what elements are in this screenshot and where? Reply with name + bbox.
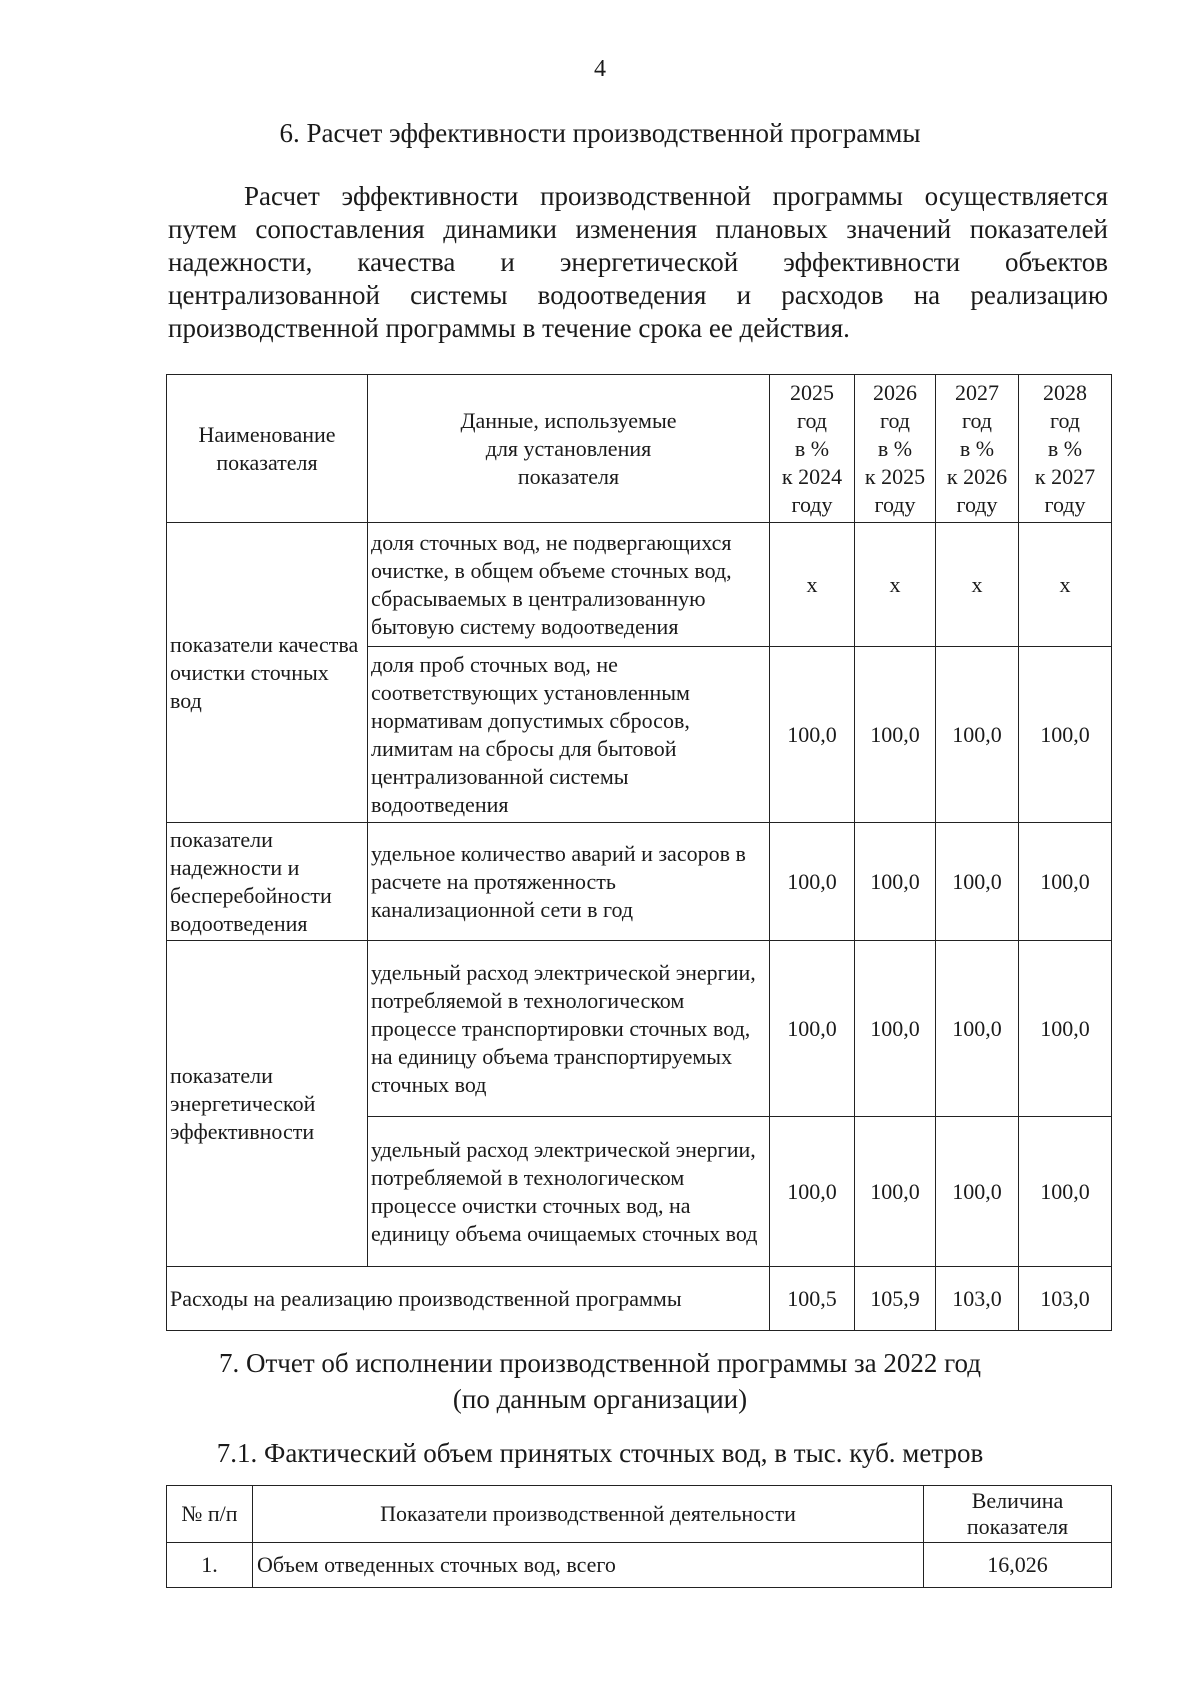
year-god: год [961,407,993,433]
header-year-cell [770,375,855,523]
year-base: к 2024 [781,463,843,489]
year-godu: году [874,491,916,517]
value-cell: 103,0 [1019,1267,1112,1331]
paragraph-line: путем сопоставления динамики изменения плановых значений показателей [168,214,1108,244]
header-year-cell [936,375,1019,523]
group-name-cell: показатели надежности и бесперебойности водоотведения [167,823,368,941]
data-cell: доля проб сточных вод, не соответствующих установленным нормативам допустимых сбросов, лимитам на сбросы для бытовой централизованной системы водоотведения [368,647,770,823]
table-row [167,523,1112,647]
value-cell: 105,9 [855,1267,936,1331]
expenses-label-cell: Расходы на реализацию производственной программы [167,1267,770,1331]
paragraph-line: производственной программы в течение срока ее действия. [168,313,850,343]
section-7-heading-line: 7. Отчет об исполнении производственной программы за 2022 год [218,1348,982,1378]
value-cell: 100,0 [770,823,855,941]
year-god: год [879,407,911,433]
row-value-cell: 16,026 [924,1543,1112,1588]
section-6-heading: 6. Расчет эффективности производственной программы [279,118,921,148]
year-pct: в % [794,435,830,461]
value-cell: х [936,523,1019,647]
value-cell: х [770,523,855,647]
section-6-paragraph [168,180,1108,345]
table-row [167,1543,1112,1588]
row-num-cell: 1. [167,1543,253,1588]
value-cell: 100,0 [770,647,855,823]
year-base: к 2025 [864,463,926,489]
group-name-cell: показатели энергетической эффективности [167,941,368,1267]
table-header-row [167,375,1112,523]
value-cell: 100,0 [770,1117,855,1267]
value-cell: 100,0 [855,1117,936,1267]
value-cell: 100,0 [936,647,1019,823]
value-cell: 100,5 [770,1267,855,1331]
year-godu: году [956,491,998,517]
group-name-cell: показатели качества очистки сточных вод [167,523,368,823]
year-pct: в % [1047,435,1083,461]
value-cell: 103,0 [936,1267,1019,1331]
year-label: 2028 [1043,379,1087,405]
year-godu: году [1044,491,1086,517]
year-pct: в % [877,435,913,461]
value-cell: х [855,523,936,647]
data-cell: доля сточных вод, не подвергающихся очистке, в общем объеме сточных вод, сбрасываемых в централизованную бытовую систему водоотведения [368,523,770,647]
header-name-cell: Наименование показателя [167,375,368,523]
value-cell: 100,0 [936,941,1019,1117]
paragraph-line: Расчет эффективности производственной программы осуществляется [244,181,1108,211]
header-data-cell: Данные, используемые для установления показателя [368,375,770,523]
value-cell: 100,0 [1019,647,1112,823]
row-name-cell: Объем отведенных сточных вод, всего [253,1543,924,1588]
data-cell: удельный расход электрической энергии, потребляемой в технологическом процессе очистки сточных вод, на единицу объема очищаемых сточных вод [368,1117,770,1267]
value-cell: 100,0 [855,941,936,1117]
year-label: 2026 [873,379,917,405]
data-cell: удельный расход электрической энергии, потребляемой в технологическом процессе транспортировки сточных вод, на единицу объема транспортируемых сточных вод [368,941,770,1117]
year-label: 2025 [790,379,834,405]
table-row [167,941,1112,1117]
table-row [167,823,1112,941]
header-num-cell: № п/п [167,1486,253,1543]
year-god: год [1049,407,1081,433]
volume-table [166,1485,1112,1588]
header-indicator-cell: Показатели производственной деятельности [253,1486,924,1543]
header-year-cell [855,375,936,523]
header-year-cell [1019,375,1112,523]
year-pct: в % [959,435,995,461]
paragraph-line: надежности, качества и энергетической эффективности объектов [168,247,1108,277]
header-value-cell: Величина показателя [924,1486,1112,1543]
value-cell: х [1019,523,1112,647]
value-cell: 100,0 [770,941,855,1117]
value-cell: 100,0 [936,1117,1019,1267]
year-god: год [796,407,828,433]
value-cell: 100,0 [1019,941,1112,1117]
data-cell: удельное количество аварий и засоров в расчете на протяженность канализационной сети в год [368,823,770,941]
section-7-heading-line: (по данным организации) [452,1384,748,1414]
year-base: к 2026 [946,463,1008,489]
value-cell: 100,0 [855,647,936,823]
year-godu: году [791,491,833,517]
year-base: к 2027 [1034,463,1096,489]
expenses-row [167,1267,1112,1331]
year-label: 2027 [955,379,999,405]
value-cell: 100,0 [1019,1117,1112,1267]
efficiency-table [166,374,1112,1331]
value-cell: 100,0 [1019,823,1112,941]
section-7-1-heading: 7.1. Фактический объем принятых сточных вод, в тыс. куб. метров [216,1438,984,1468]
value-cell: 100,0 [855,823,936,941]
page-number: 4 [594,56,606,82]
paragraph-line: централизованной системы водоотведения и расходов на реализацию [168,280,1108,310]
value-cell: 100,0 [936,823,1019,941]
section-7-heading [0,1345,1200,1417]
table-header-row [167,1486,1112,1543]
